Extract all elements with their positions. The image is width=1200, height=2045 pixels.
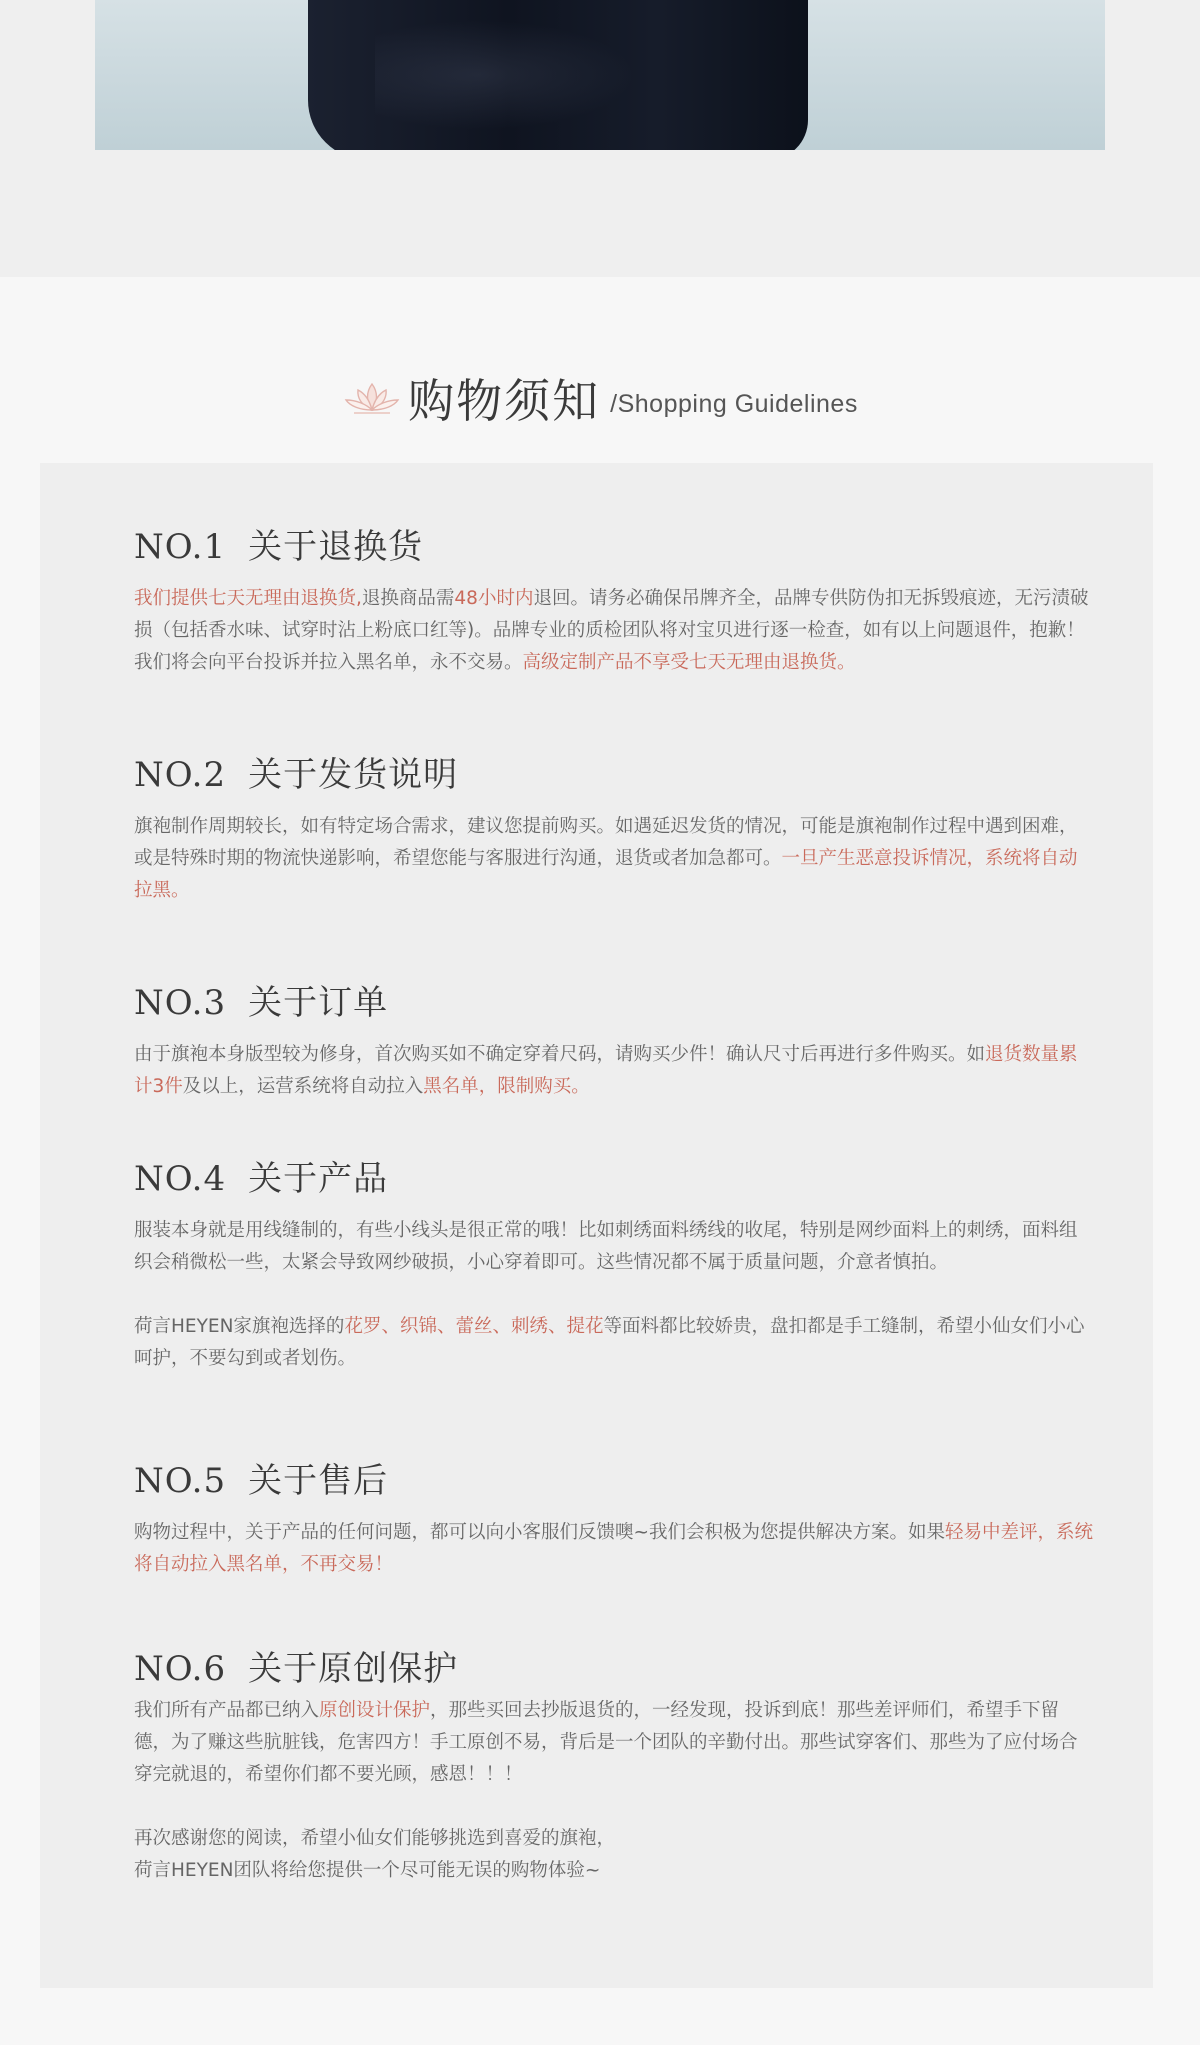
- section-returns: [134, 523, 1094, 679]
- guidelines-heading: [0, 368, 1200, 428]
- highlighted-text: 花罗、织锦、蕾丝、刺绣、提花: [344, 1316, 604, 1337]
- product-photo: [95, 0, 1105, 150]
- highlighted-text: 退货数量累计3件: [134, 1044, 1078, 1097]
- section-products: [134, 1155, 1094, 1375]
- section-paragraph: [134, 1215, 1094, 1279]
- section-paragraph: [134, 1823, 1094, 1887]
- section-number: NO.5: [134, 1461, 227, 1501]
- highlighted-text: 高级定制产品不享受七天无理由退换货。: [522, 652, 856, 673]
- section-title: [134, 1457, 1094, 1505]
- lotus-icon: [342, 378, 402, 418]
- section-heading: 关于订单: [248, 983, 389, 1023]
- section-title: [134, 1155, 1094, 1203]
- highlighted-text: 一旦产生恶意投诉情况，系统将自动拉黑。: [134, 848, 1078, 901]
- title-english: /Shopping Guidelines: [610, 389, 858, 418]
- body-text: 购物过程中，关于产品的任何问题，都可以向小客服们反馈噢~我们会积极为您提供解决方案。如果: [134, 1522, 946, 1543]
- body-text: 服装本身就是用线缝制的，有些小线头是很正常的哦！比如刺绣面料绣线的收尾，特别是网纱面料上的刺绣，面料组织会稍微松一些，太紧会导致网纱破损，小心穿着即可。这些情况都不属于质量问题，介意者慎拍。: [134, 1220, 1078, 1273]
- section-number: NO.3: [134, 983, 227, 1023]
- fabric-sheen: [375, 20, 635, 130]
- body-text: 退换商品需: [361, 588, 455, 609]
- section-number: NO.2: [134, 755, 227, 795]
- body-text: 荷言HEYEN团队将给您提供一个尽可能无误的购物体验~: [134, 1860, 601, 1881]
- section-orders: [134, 979, 1094, 1103]
- body-text: 及以上，运营系统将自动拉入: [182, 1076, 424, 1097]
- section-heading: 关于产品: [248, 1159, 389, 1199]
- guidelines-panel: [40, 463, 1153, 1988]
- section-title: [134, 979, 1094, 1027]
- section-paragraph: [134, 583, 1094, 679]
- section-heading: 关于退换货: [248, 527, 424, 567]
- section-heading: 关于售后: [248, 1461, 389, 1501]
- section-number: NO.1: [134, 527, 227, 567]
- highlighted-text: 我们提供七天无理由退换货,: [134, 588, 362, 609]
- body-text: 再次感谢您的阅读，希望小仙女们能够挑选到喜爱的旗袍，: [134, 1828, 616, 1849]
- section-paragraph: [134, 1311, 1094, 1375]
- section-body: [134, 1215, 1094, 1375]
- title-chinese: 购物须知: [408, 374, 601, 428]
- section-body: [134, 811, 1094, 907]
- section-paragraph: [134, 1517, 1094, 1581]
- section-paragraph: [134, 1039, 1094, 1103]
- body-text: 我们所有产品都已纳入: [134, 1700, 320, 1721]
- body-text: 旗袍制作周期较长，如有特定场合需求，建议您提前购买。如遇延迟发货的情况，可能是旗袍制作过程中遇到困难，或是特殊时期的物流快递影响，希望您能与客服进行沟通，退货或者加急都可。: [134, 816, 1078, 869]
- section-paragraph: [134, 811, 1094, 907]
- section-body: [134, 583, 1094, 679]
- body-text: 荷言HEYEN家旗袍选择的: [134, 1316, 345, 1337]
- body-text: 由于旗袍本身版型较为修身，首次购买如不确定穿着尺码，请购买少件！确认尺寸后再进行多件购买。如: [134, 1044, 986, 1065]
- highlighted-text: 轻易中差评，系统将自动拉入黑名单，不再交易！: [134, 1522, 1094, 1575]
- section-body: [134, 1517, 1094, 1581]
- section-heading: 关于原创保护: [248, 1649, 459, 1689]
- section-body: [134, 1039, 1094, 1103]
- section-title: [134, 751, 1094, 799]
- highlighted-text: 黑名单，限制购买。: [423, 1076, 590, 1097]
- body-text: 退回。请务必确保吊牌齐全，品牌专供防伪扣无拆毁痕迹，无污渍破损（包括香水味、试穿时沾上粉底口红等)。品牌专业的质检团队将对宝贝进行逐一检查，如有以上问题退件，抱歉！我们将会向平台投诉并拉入黑名单，永不交易。: [134, 588, 1089, 673]
- highlighted-text: 48小时内: [454, 588, 534, 609]
- section-after-sales: [134, 1457, 1094, 1581]
- section-number: NO.4: [134, 1159, 227, 1199]
- body-text: ，那些买回去抄版退货的，一经发现，投诉到底！那些差评师们，希望手下留德，为了赚这些肮脏钱，危害四方！手工原创不易，背后是一个团队的辛勤付出。那些试穿客们、那些为了应付场合穿完就退的，希望你们都不要光顾，感恩！！！: [134, 1700, 1078, 1785]
- highlighted-text: 原创设计保护: [319, 1700, 431, 1721]
- section-heading: 关于发货说明: [248, 755, 459, 795]
- section-shipping: [134, 751, 1094, 907]
- section-number: NO.6: [134, 1649, 227, 1689]
- top-band: [0, 0, 1200, 277]
- body-text: 等面料都比较娇贵，盘扣都是手工缝制，希望小仙女们小心呵护，不要勾到或者划伤。: [134, 1316, 1085, 1369]
- section-original-protection: [134, 1645, 1094, 1887]
- section-title: [134, 523, 1094, 571]
- section-paragraph: [134, 1695, 1094, 1791]
- section-title: [134, 1645, 1094, 1693]
- section-body: [134, 1695, 1094, 1887]
